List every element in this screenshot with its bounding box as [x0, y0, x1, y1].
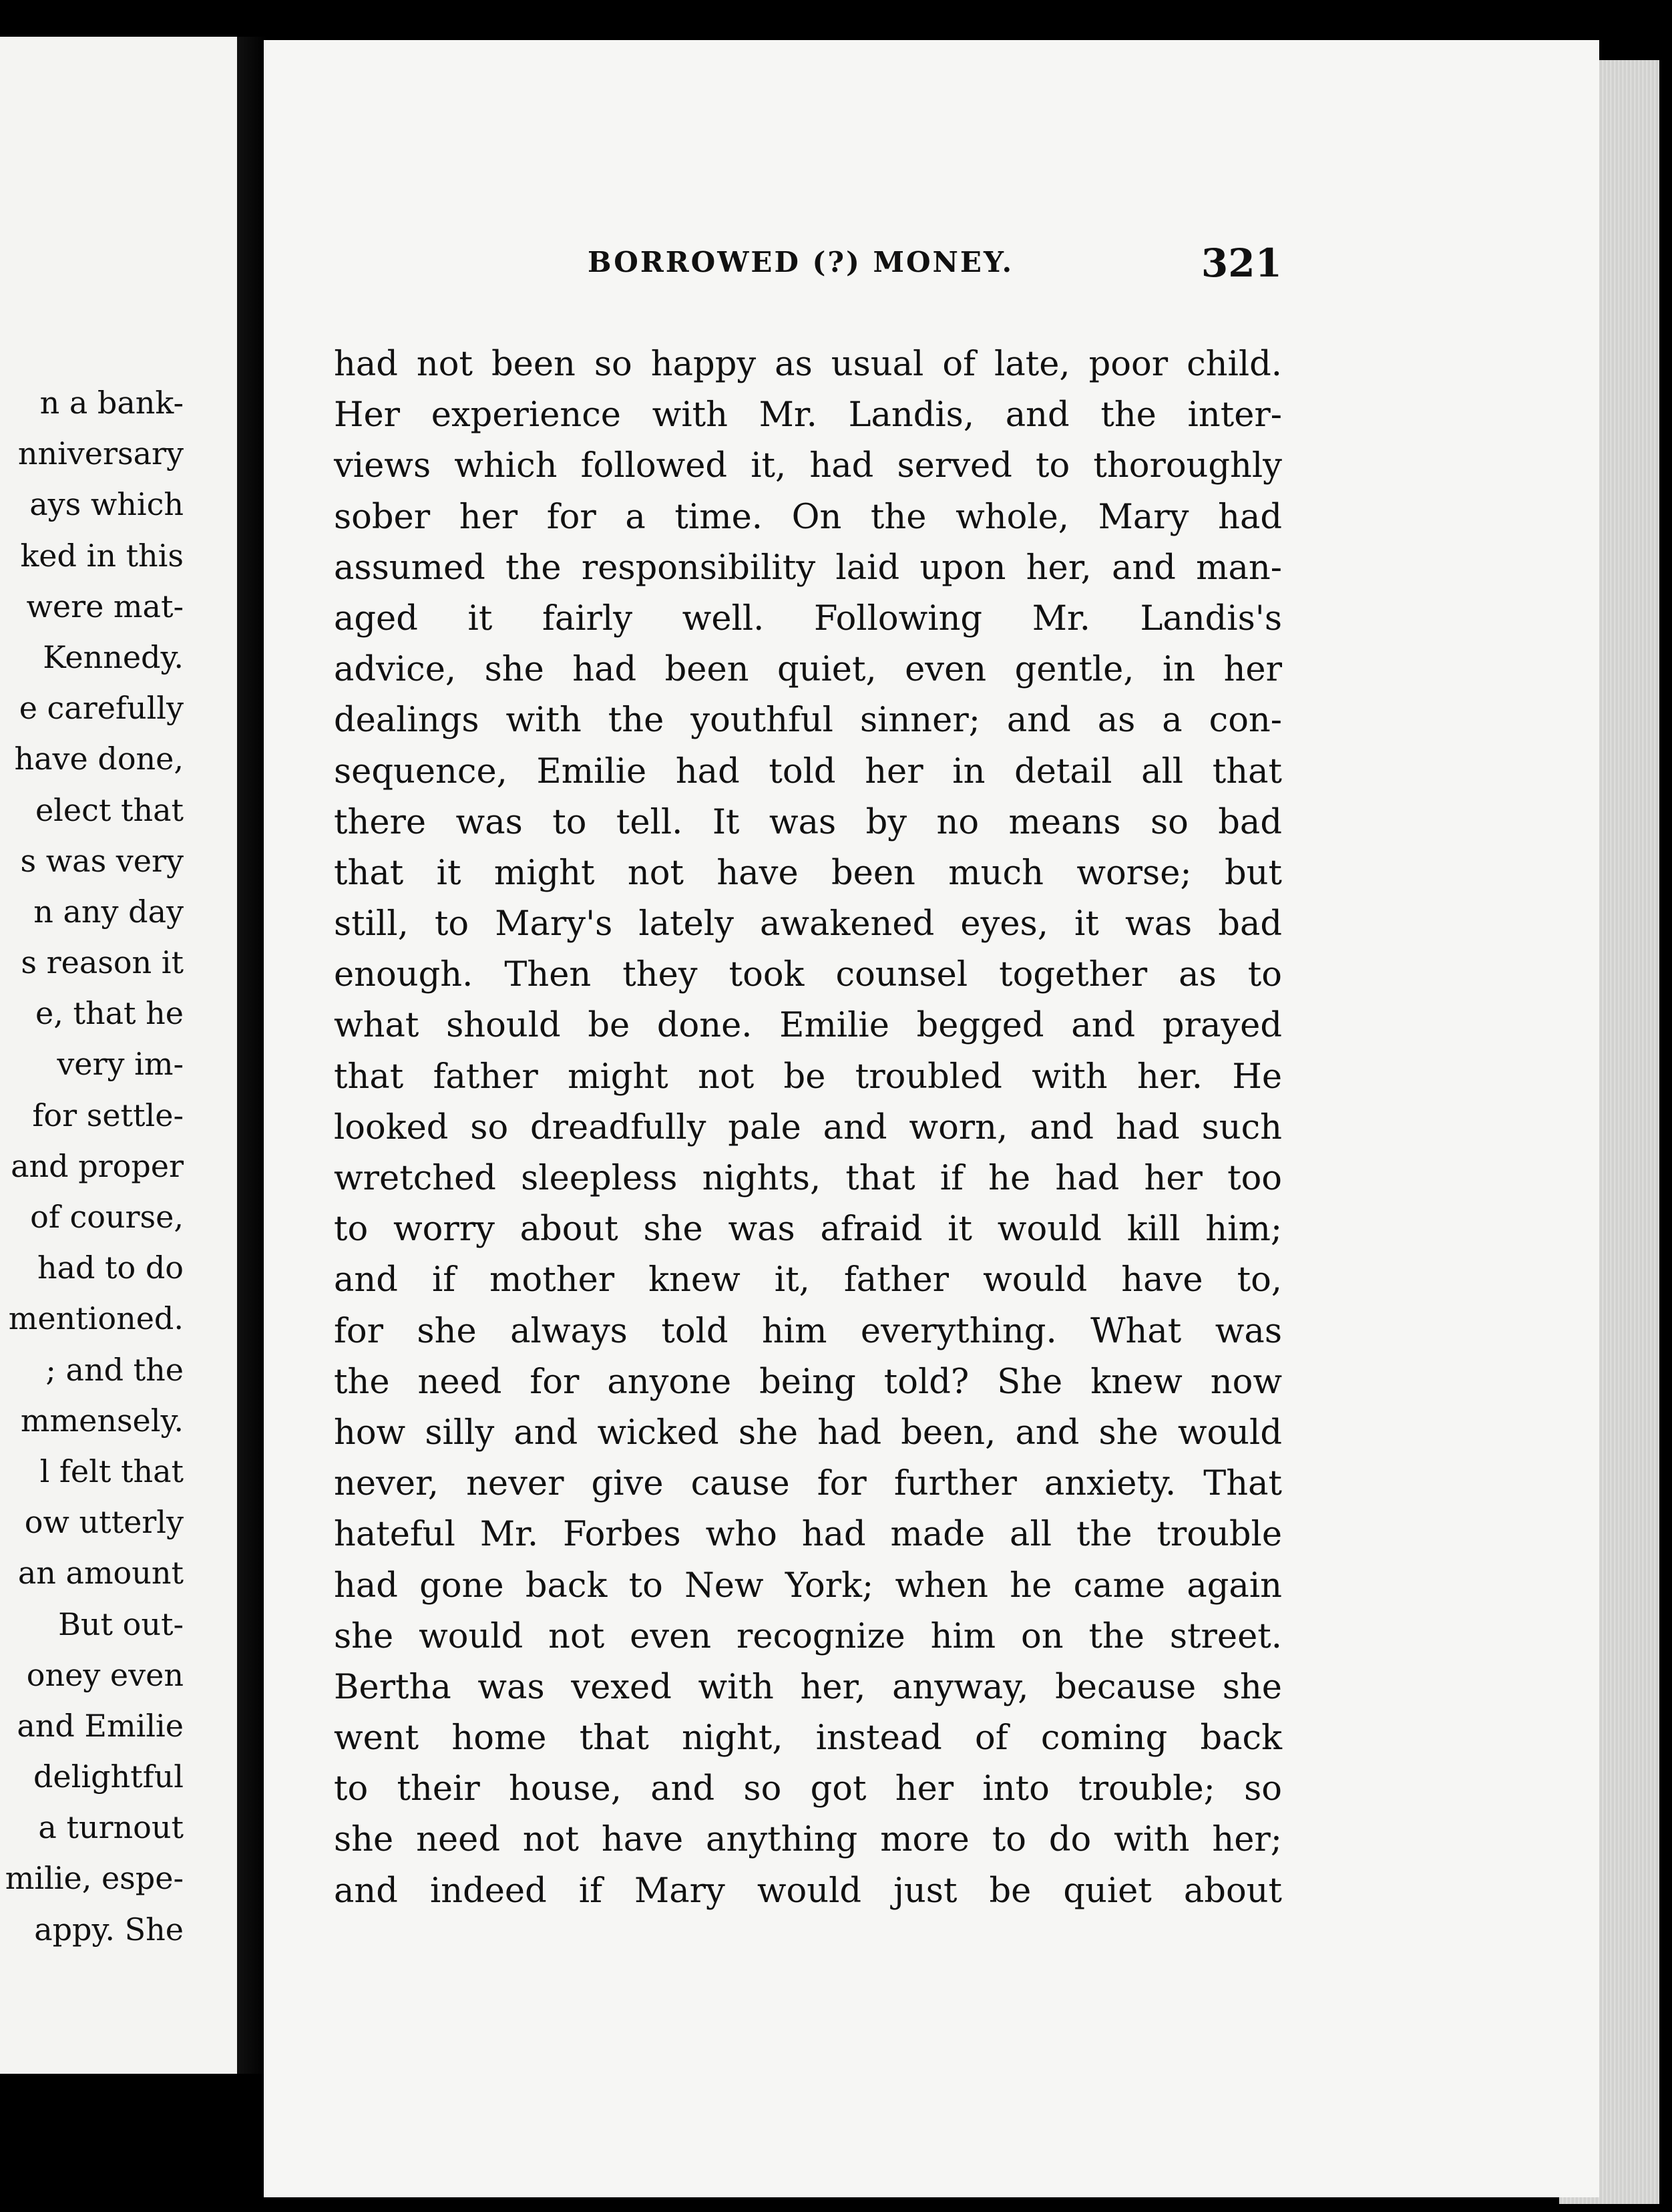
text-line: still, to Mary's lately awakened eyes, it was bad — [334, 904, 1282, 944]
left-page-line: n any day — [33, 893, 184, 930]
text-line: sober her for a time. On the whole, Mary had — [334, 497, 1282, 537]
text-line: to their house, and so got her into trouble; so — [334, 1769, 1282, 1809]
text-line: enough. Then they took counsel together as to — [334, 955, 1282, 995]
text-line: there was to tell. It was by no means so bad — [334, 802, 1282, 842]
left-page-line: nniversary — [17, 435, 184, 472]
left-page-line: appy. She — [34, 1911, 184, 1948]
text-line: to worry about she was afraid it would kill him; — [334, 1210, 1282, 1250]
left-page-line: ked in this — [20, 537, 184, 574]
text-line: assumed the responsibility laid upon her, and man- — [334, 548, 1282, 588]
left-page-line: and Emilie — [17, 1707, 184, 1744]
text-line: wretched sleepless nights, that if he had her too — [334, 1159, 1282, 1198]
left-page-line: delightful — [33, 1759, 184, 1795]
left-page-line: and proper — [11, 1147, 184, 1184]
text-line: views which followed it, had served to thoroughly — [334, 446, 1282, 486]
text-line: went home that night, instead of coming back — [334, 1718, 1282, 1759]
text-line: hateful Mr. Forbes who had made all the trouble — [334, 1515, 1282, 1555]
text-line: dealings with the youthful sinner; and as a con- — [334, 701, 1282, 741]
left-page-line: ; and the — [45, 1351, 184, 1388]
text-line: Her experience with Mr. Landis, and the inter- — [334, 395, 1282, 435]
left-page-line: very im- — [57, 1046, 184, 1083]
left-page-line: s was very — [20, 842, 184, 879]
left-page-line: an amount — [17, 1555, 184, 1592]
left-page-line: of course, — [30, 1199, 184, 1235]
text-line: she would not even recognize him on the street. — [334, 1616, 1282, 1656]
text-line: looked so dreadfully pale and worn, and had such — [334, 1107, 1282, 1147]
left-page-line: But out- — [58, 1606, 184, 1642]
left-page-line: n a bank- — [39, 385, 184, 421]
text-line: that it might not have been much worse; but — [334, 853, 1282, 893]
text-line: had not been so happy as usual of late, poor child. — [334, 345, 1282, 384]
left-page-line: milie, espe- — [5, 1860, 184, 1897]
body-text — [334, 339, 1282, 1917]
left-page-line: a turnout — [38, 1809, 184, 1846]
text-line: the need for anyone being told? She knew now — [334, 1362, 1282, 1402]
left-page-line: l felt that — [39, 1453, 184, 1489]
left-page-line: e carefully — [19, 690, 184, 727]
text-line: had gone back to New York; when he came again — [334, 1565, 1282, 1606]
text-line: that father might not be troubled with her. He — [334, 1057, 1282, 1097]
text-line: for she always told him everything. What was — [334, 1311, 1282, 1351]
left-page-line: had to do — [37, 1250, 184, 1286]
text-line: what should be done. Emilie begged and prayed — [334, 1006, 1282, 1046]
left-page-line: ow utterly — [24, 1504, 184, 1541]
left-page-line: s reason it — [21, 944, 184, 981]
gutter-shadow — [237, 37, 267, 2074]
left-page-line: have done, — [14, 741, 184, 777]
text-line: and indeed if Mary would just be quiet about — [334, 1871, 1282, 1911]
left-page-text — [0, 377, 184, 1955]
left-page-line: ays which — [29, 486, 184, 523]
left-page — [0, 37, 237, 2074]
left-page-line: for settle- — [32, 1097, 184, 1133]
left-page-line: were mat- — [26, 588, 184, 624]
left-page-line: e, that he — [35, 995, 184, 1032]
running-head — [588, 227, 1282, 294]
page-number: 321 — [1201, 240, 1282, 286]
left-page-line: mentioned. — [8, 1300, 184, 1337]
text-line: sequence, Emilie had told her in detail all that — [334, 751, 1282, 791]
header-title: BORROWED (?) MONEY. — [588, 246, 1014, 279]
text-line: she need not have anything more to do with her; — [334, 1820, 1282, 1860]
text-line: never, never give cause for further anxiety. That — [334, 1464, 1282, 1504]
text-line: Bertha was vexed with her, anyway, because she — [334, 1667, 1282, 1707]
left-page-line: Kennedy. — [43, 638, 184, 675]
left-page-line: oney even — [26, 1656, 184, 1693]
text-line: advice, she had been quiet, even gentle, in her — [334, 650, 1282, 690]
text-line: aged it fairly well. Following Mr. Landis's — [334, 598, 1282, 638]
left-page-line: mmensely. — [20, 1402, 184, 1439]
text-line: how silly and wicked she had been, and she would — [334, 1413, 1282, 1453]
left-page-line: elect that — [35, 791, 184, 828]
text-line: and if mother knew it, father would have to, — [334, 1260, 1282, 1300]
